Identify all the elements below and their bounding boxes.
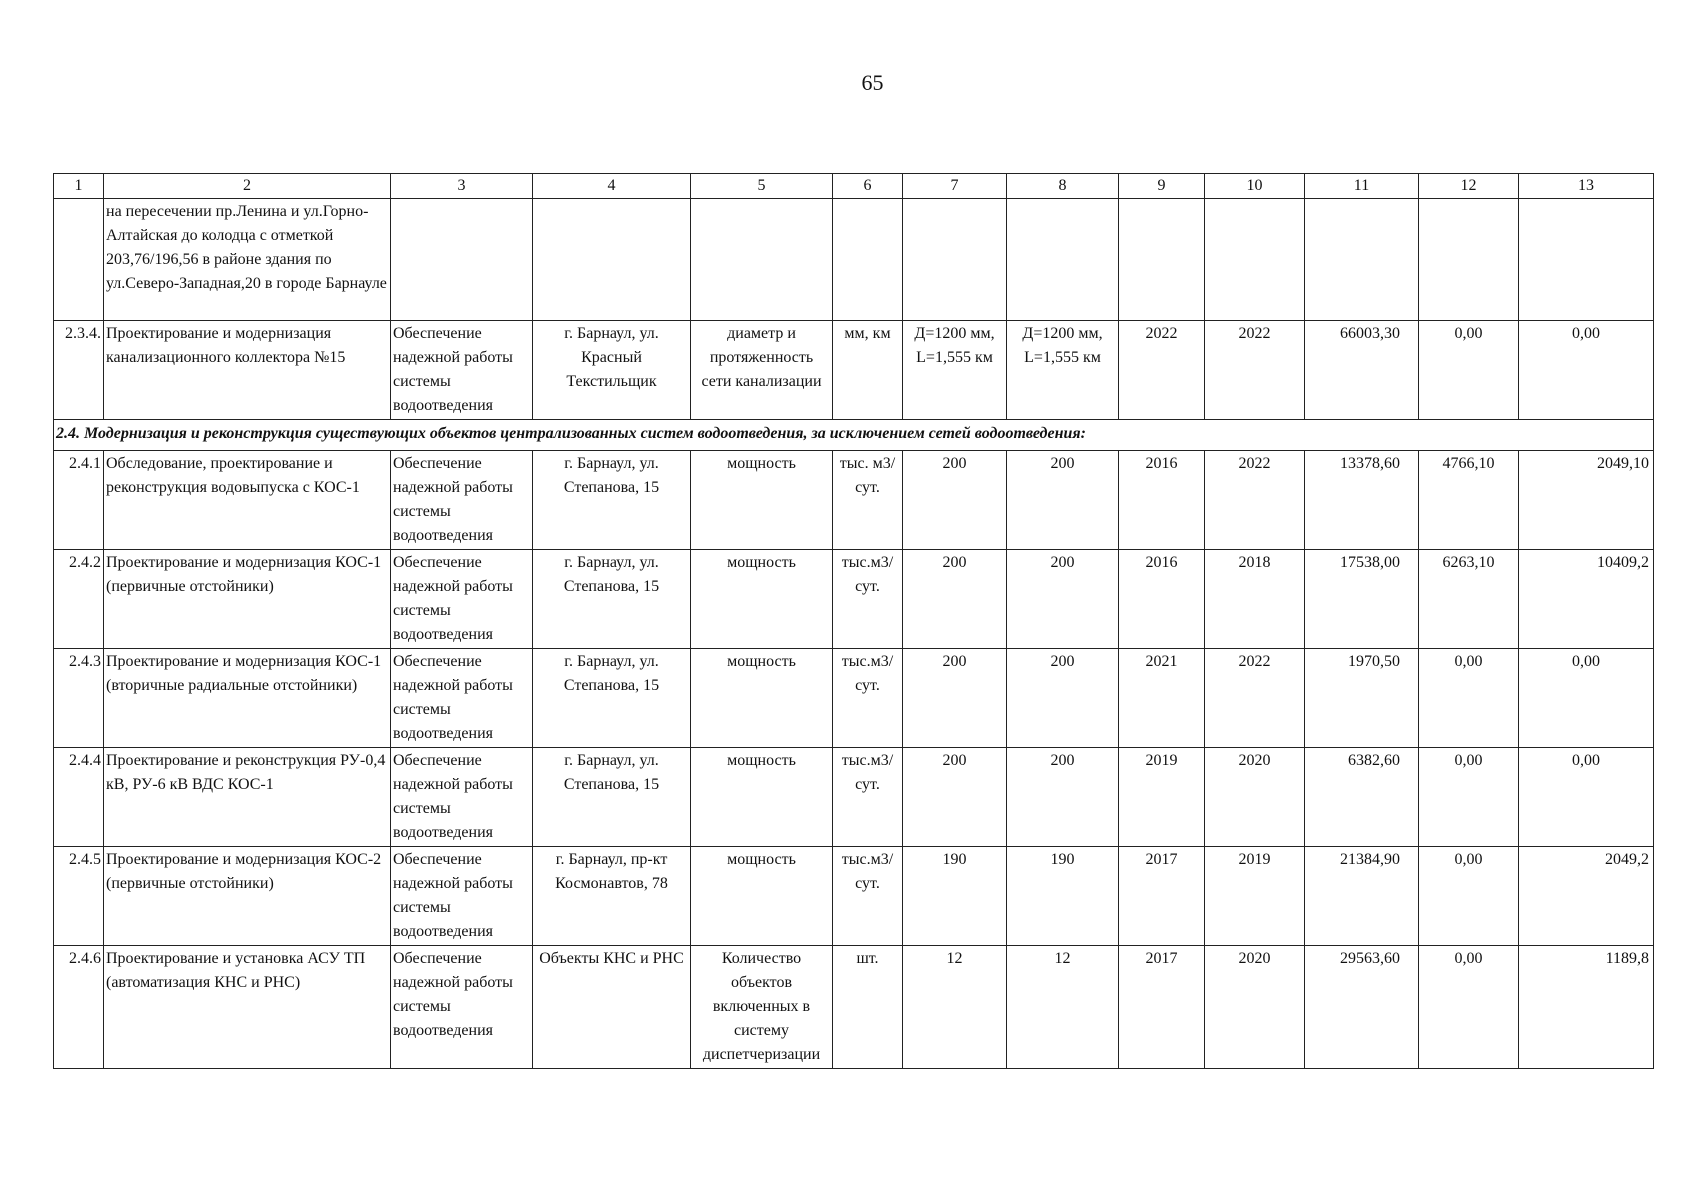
table-row	[54, 649, 1654, 748]
purpose-cell: Обеспечение надежной работы системы водоотведения	[391, 451, 533, 550]
cost-cell: 29563,60	[1305, 946, 1419, 1069]
column-header: 4	[533, 174, 691, 199]
section-title: 2.4. Модернизация и реконструкция существующих объектов централизованных систем водоотведения, за исключением сетей водоотведения:	[54, 420, 1654, 451]
column-header: 3	[391, 174, 533, 199]
row-number-cell: 2.4.3	[54, 649, 104, 748]
project-name-cell: Проектирование и модернизация КОС-1 (первичные отстойники)	[104, 550, 391, 649]
cost-cell: 13378,60	[1305, 451, 1419, 550]
value-before-cell: 200	[903, 550, 1007, 649]
empty-cell	[54, 199, 104, 321]
indicator-cell: диаметр и протяженность сети канализации	[691, 321, 833, 420]
row-number-cell: 2.4.5	[54, 847, 104, 946]
unit-cell: шт.	[833, 946, 903, 1069]
col13-cell: 0,00	[1519, 321, 1654, 420]
start-year-cell: 2016	[1119, 451, 1205, 550]
row-number-cell: 2.4.1	[54, 451, 104, 550]
col13-cell: 2049,2	[1519, 847, 1654, 946]
project-name-cell: Обследование, проектирование и реконструкция водовыпуска с КОС-1	[104, 451, 391, 550]
value-after-cell: 200	[1007, 550, 1119, 649]
col13-cell: 0,00	[1519, 649, 1654, 748]
purpose-cell: Обеспечение надежной работы системы водоотведения	[391, 649, 533, 748]
project-name-cell: Проектирование и установка АСУ ТП (автоматизация КНС и РНС)	[104, 946, 391, 1069]
cost-cell: 21384,90	[1305, 847, 1419, 946]
column-header: 13	[1519, 174, 1654, 199]
end-year-cell: 2022	[1205, 321, 1305, 420]
location-cell: г. Барнаул, ул. Степанова, 15	[533, 550, 691, 649]
table-row	[54, 550, 1654, 649]
column-header: 12	[1419, 174, 1519, 199]
value-after-cell: Д=1200 мм, L=1,555 км	[1007, 321, 1119, 420]
column-number-row	[54, 174, 1654, 199]
location-cell: г. Барнаул, ул. Степанова, 15	[533, 649, 691, 748]
table-row	[54, 946, 1654, 1069]
col13-cell: 0,00	[1519, 748, 1654, 847]
investment-table	[53, 173, 1654, 1069]
value-after-cell: 190	[1007, 847, 1119, 946]
col12-cell: 0,00	[1419, 847, 1519, 946]
table-body	[54, 174, 1654, 1069]
cost-cell: 66003,30	[1305, 321, 1419, 420]
cost-cell: 17538,00	[1305, 550, 1419, 649]
value-before-cell: 200	[903, 748, 1007, 847]
purpose-cell: Обеспечение надежной работы системы водоотведения	[391, 748, 533, 847]
cost-cell: 1970,50	[1305, 649, 1419, 748]
col12-cell: 0,00	[1419, 649, 1519, 748]
empty-cell	[1519, 199, 1654, 321]
empty-cell	[1119, 199, 1205, 321]
column-header: 9	[1119, 174, 1205, 199]
col13-cell: 2049,10	[1519, 451, 1654, 550]
section-row	[54, 420, 1654, 451]
end-year-cell: 2020	[1205, 748, 1305, 847]
empty-cell	[691, 199, 833, 321]
column-header: 1	[54, 174, 104, 199]
value-before-cell: 200	[903, 451, 1007, 550]
table-row	[54, 451, 1654, 550]
start-year-cell: 2019	[1119, 748, 1205, 847]
indicator-cell: мощность	[691, 748, 833, 847]
value-before-cell: 12	[903, 946, 1007, 1069]
indicator-cell: мощность	[691, 451, 833, 550]
start-year-cell: 2021	[1119, 649, 1205, 748]
continuation-row	[54, 199, 1654, 321]
purpose-cell: Обеспечение надежной работы системы водоотведения	[391, 946, 533, 1069]
column-header: 5	[691, 174, 833, 199]
column-header: 2	[104, 174, 391, 199]
start-year-cell: 2022	[1119, 321, 1205, 420]
indicator-cell: Количество объектов включенных в систему диспетчеризации	[691, 946, 833, 1069]
indicator-cell: мощность	[691, 847, 833, 946]
indicator-cell: мощность	[691, 550, 833, 649]
project-name-cell: Проектирование и модернизация канализационного коллектора №15	[104, 321, 391, 420]
unit-cell: тыс.м3/сут.	[833, 649, 903, 748]
col12-cell: 4766,10	[1419, 451, 1519, 550]
empty-cell	[833, 199, 903, 321]
table-row	[54, 847, 1654, 946]
unit-cell: мм, км	[833, 321, 903, 420]
location-cell: г. Барнаул, ул. Степанова, 15	[533, 748, 691, 847]
column-header: 8	[1007, 174, 1119, 199]
col12-cell: 0,00	[1419, 321, 1519, 420]
location-cell: Объекты КНС и РНС	[533, 946, 691, 1069]
col13-cell: 10409,2	[1519, 550, 1654, 649]
project-name-cell: Проектирование и реконструкция РУ-0,4 кВ, РУ-6 кВ ВДС КОС-1	[104, 748, 391, 847]
value-before-cell: 200	[903, 649, 1007, 748]
empty-cell	[1419, 199, 1519, 321]
empty-cell	[1305, 199, 1419, 321]
row-number-cell: 2.3.4.	[54, 321, 104, 420]
value-after-cell: 200	[1007, 748, 1119, 847]
end-year-cell: 2018	[1205, 550, 1305, 649]
end-year-cell: 2022	[1205, 649, 1305, 748]
unit-cell: тыс.м3/сут.	[833, 748, 903, 847]
column-header: 11	[1305, 174, 1419, 199]
cost-cell: 6382,60	[1305, 748, 1419, 847]
row-number-cell: 2.4.4	[54, 748, 104, 847]
location-cell: г. Барнаул, ул. Красный Текстильщик	[533, 321, 691, 420]
value-after-cell: 12	[1007, 946, 1119, 1069]
table-row	[54, 321, 1654, 420]
table-row	[54, 748, 1654, 847]
col12-cell: 0,00	[1419, 946, 1519, 1069]
start-year-cell: 2017	[1119, 847, 1205, 946]
value-after-cell: 200	[1007, 451, 1119, 550]
empty-cell	[1205, 199, 1305, 321]
value-before-cell: Д=1200 мм, L=1,555 км	[903, 321, 1007, 420]
project-name-cell: Проектирование и модернизация КОС-2 (первичные отстойники)	[104, 847, 391, 946]
row-number-cell: 2.4.6	[54, 946, 104, 1069]
page-number: 65	[861, 70, 884, 95]
row-number-cell: 2.4.2	[54, 550, 104, 649]
col12-cell: 6263,10	[1419, 550, 1519, 649]
location-cell: г. Барнаул, ул. Степанова, 15	[533, 451, 691, 550]
column-header: 10	[1205, 174, 1305, 199]
purpose-cell: Обеспечение надежной работы системы водоотведения	[391, 321, 533, 420]
col13-cell: 1189,8	[1519, 946, 1654, 1069]
empty-cell	[391, 199, 533, 321]
location-cell: г. Барнаул, пр-кт Космонавтов, 78	[533, 847, 691, 946]
empty-cell	[533, 199, 691, 321]
column-header: 6	[833, 174, 903, 199]
end-year-cell: 2022	[1205, 451, 1305, 550]
empty-cell	[1007, 199, 1119, 321]
end-year-cell: 2020	[1205, 946, 1305, 1069]
project-name-cell: Проектирование и модернизация КОС-1 (вторичные радиальные отстойники)	[104, 649, 391, 748]
value-after-cell: 200	[1007, 649, 1119, 748]
col12-cell: 0,00	[1419, 748, 1519, 847]
start-year-cell: 2016	[1119, 550, 1205, 649]
column-header: 7	[903, 174, 1007, 199]
indicator-cell: мощность	[691, 649, 833, 748]
unit-cell: тыс. м3/сут.	[833, 451, 903, 550]
end-year-cell: 2019	[1205, 847, 1305, 946]
value-before-cell: 190	[903, 847, 1007, 946]
empty-cell	[903, 199, 1007, 321]
unit-cell: тыс.м3/сут.	[833, 550, 903, 649]
purpose-cell: Обеспечение надежной работы системы водоотведения	[391, 847, 533, 946]
unit-cell: тыс.м3/сут.	[833, 847, 903, 946]
purpose-cell: Обеспечение надежной работы системы водоотведения	[391, 550, 533, 649]
start-year-cell: 2017	[1119, 946, 1205, 1069]
project-name-cell: на пересечении пр.Ленина и ул.Горно-Алтайская до колодца с отметкой 203,76/196,56 в районе здания по ул.Северо-Западная,20 в городе Барнауле	[104, 199, 391, 321]
